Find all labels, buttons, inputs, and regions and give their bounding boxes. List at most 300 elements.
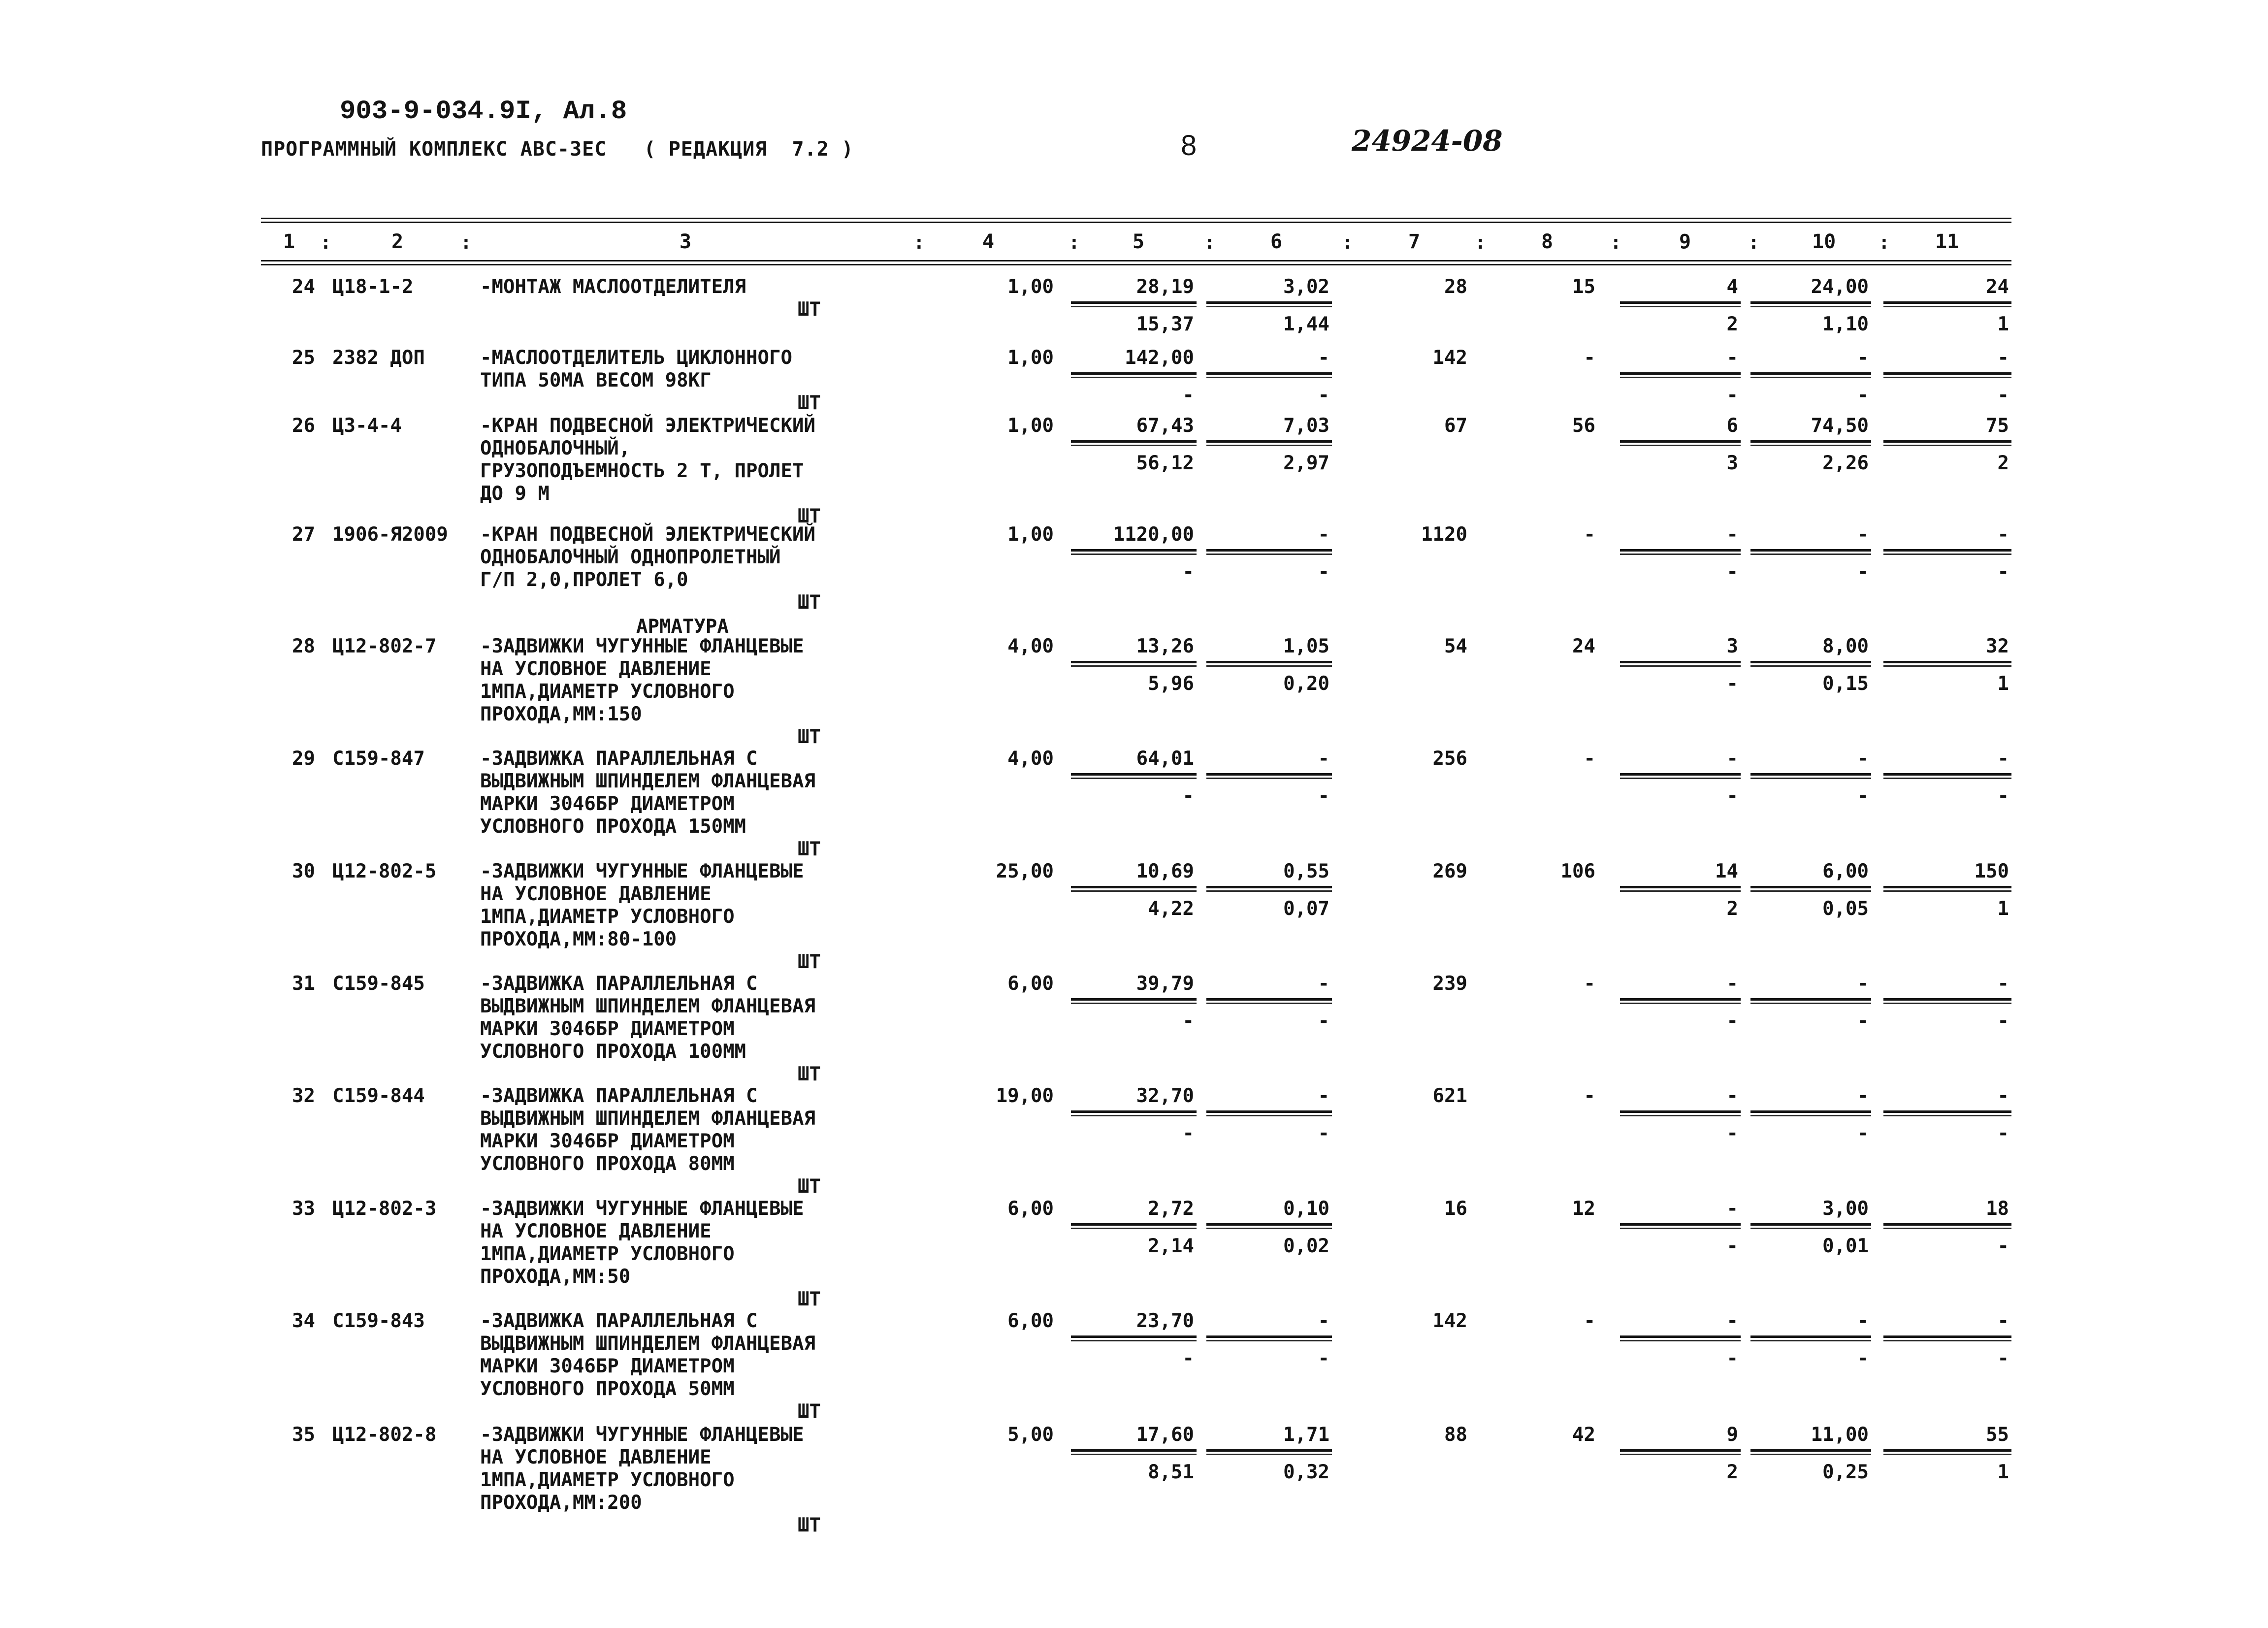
value-divider: [1620, 549, 1741, 552]
row-c6-upper: 1,05: [1283, 635, 1329, 657]
row-unit: ШТ: [798, 1288, 821, 1310]
value-divider: [1883, 301, 2011, 304]
row-number: 28: [292, 635, 315, 657]
row-code: Ц12-802-5: [332, 860, 437, 882]
row-quantity: 6,00: [1007, 973, 1054, 995]
value-divider: [1883, 1110, 2011, 1113]
row-c10-lower: 1,10: [1822, 313, 1869, 335]
row-description-line: -ЗАДВИЖКА ПАРАЛЛЕЛЬНАЯ С: [480, 748, 758, 770]
row-c9-lower: -: [1726, 1235, 1738, 1257]
row-col8: 24: [1572, 635, 1595, 657]
value-divider: [1883, 886, 2011, 888]
row-c9-lower: -: [1726, 785, 1738, 807]
row-code: С159-844: [332, 1085, 425, 1107]
row-unit: ШТ: [798, 505, 821, 527]
row-c5-upper: 2,72: [1148, 1198, 1194, 1220]
column-number: 5: [1133, 230, 1145, 253]
row-c6-lower: -: [1318, 1122, 1329, 1144]
row-quantity: 6,00: [1007, 1198, 1054, 1220]
row-description-line: ВЫДВИЖНЫМ ШПИНДЕЛЕМ ФЛАНЦЕВАЯ: [480, 1107, 815, 1130]
row-c9-lower: -: [1726, 384, 1738, 406]
row-description-line: ДО 9 М: [480, 483, 550, 505]
row-code: С159-843: [332, 1310, 425, 1332]
row-description-line: ВЫДВИЖНЫМ ШПИНДЕЛЕМ ФЛАНЦЕВАЯ: [480, 770, 815, 792]
row-number: 31: [292, 973, 315, 995]
row-c6-upper: -: [1318, 1085, 1329, 1107]
column-separator: :: [1879, 231, 1890, 253]
row-quantity: 4,00: [1007, 635, 1054, 657]
row-c6-lower: 0,02: [1283, 1235, 1329, 1257]
value-divider: [1883, 998, 2011, 1001]
value-divider: [1750, 549, 1871, 552]
program-title: [261, 138, 854, 161]
row-description-line: УСЛОВНОГО ПРОХОДА 80ММ: [480, 1153, 735, 1175]
row-code: 2382 ДОП: [332, 347, 425, 369]
row-c9-upper: -: [1726, 347, 1738, 369]
value-divider: [1071, 1110, 1197, 1113]
value-divider: [1206, 301, 1332, 304]
row-col7: 1120: [1421, 523, 1467, 546]
row-description-line: 1МПА,ДИАМЕТР УСЛОВНОГО: [480, 906, 735, 928]
column-separator: :: [1748, 231, 1759, 253]
row-col7: 16: [1444, 1198, 1467, 1220]
row-unit: ШТ: [798, 1175, 821, 1198]
value-divider: [1620, 440, 1741, 443]
row-description-line: ВЫДВИЖНЫМ ШПИНДЕЛЕМ ФЛАНЦЕВАЯ: [480, 1333, 815, 1355]
value-divider: [1071, 773, 1197, 776]
row-col8: 15: [1572, 276, 1595, 298]
row-col8: -: [1584, 748, 1595, 770]
value-divider: [1620, 661, 1741, 663]
row-quantity: 19,00: [996, 1085, 1054, 1107]
row-c11-upper: -: [1997, 1085, 2009, 1107]
table-header-rule: [261, 260, 2011, 261]
row-c9-upper: -: [1726, 1085, 1738, 1107]
value-divider: [1206, 1335, 1332, 1338]
column-number: 4: [982, 230, 995, 253]
row-c11-lower: -: [1997, 561, 2009, 583]
row-c9-lower: 2: [1726, 1461, 1738, 1483]
row-unit: ШТ: [798, 726, 821, 748]
row-c9-lower: 2: [1726, 313, 1738, 335]
row-description-line: ПРОХОДА,ММ:150: [480, 703, 642, 725]
row-description-line: -МОНТАЖ МАСЛООТДЕЛИТЕЛЯ: [480, 276, 746, 298]
column-number: 7: [1408, 230, 1421, 253]
edition-label: ( РЕДАКЦИЯ 7.2 ): [644, 138, 854, 161]
row-number: 33: [292, 1198, 315, 1220]
row-c11-upper: -: [1997, 1310, 2009, 1332]
row-c10-lower: -: [1857, 785, 1869, 807]
column-separator: :: [460, 231, 472, 253]
row-unit: ШТ: [798, 1400, 821, 1423]
row-c5-lower: 5,96: [1148, 673, 1194, 695]
row-quantity: 25,00: [996, 860, 1054, 882]
row-c11-lower: 1: [1997, 673, 2009, 695]
row-number: 27: [292, 523, 315, 546]
row-c5-upper: 1120,00: [1113, 523, 1194, 546]
value-divider: [1883, 661, 2011, 663]
document-code: 903-9-034.9I, Ал.8: [340, 97, 627, 127]
row-number: 26: [292, 415, 315, 437]
value-divider: [1206, 886, 1332, 888]
value-divider: [1071, 661, 1197, 663]
row-c6-upper: -: [1318, 347, 1329, 369]
row-c11-upper: 55: [1986, 1424, 2009, 1446]
row-c10-upper: -: [1857, 523, 1869, 546]
value-divider: [1620, 301, 1741, 304]
value-divider: [1883, 773, 2011, 776]
row-c11-lower: -: [1997, 1235, 2009, 1257]
row-c10-upper: 24,00: [1811, 276, 1869, 298]
column-number: 6: [1270, 230, 1283, 253]
row-description-line: -ЗАДВИЖКИ ЧУГУННЫЕ ФЛАНЦЕВЫЕ: [480, 1424, 804, 1446]
row-c10-upper: 11,00: [1811, 1424, 1869, 1446]
row-description-line: 1МПА,ДИАМЕТР УСЛОВНОГО: [480, 681, 735, 703]
row-col8: -: [1584, 347, 1595, 369]
column-number: 10: [1812, 230, 1836, 253]
row-c10-lower: 0,05: [1822, 898, 1869, 920]
row-c9-lower: -: [1726, 673, 1738, 695]
column-number: 3: [680, 230, 692, 253]
row-unit: ШТ: [798, 1514, 821, 1536]
row-code: С159-845: [332, 973, 425, 995]
row-quantity: 6,00: [1007, 1310, 1054, 1332]
row-c9-upper: 9: [1726, 1424, 1738, 1446]
row-c11-lower: 2: [1997, 452, 2009, 474]
column-number: 9: [1679, 230, 1691, 253]
row-c10-lower: 0,15: [1822, 673, 1869, 695]
row-c9-lower: -: [1726, 1347, 1738, 1369]
row-description-line: МАРКИ 3046БР ДИАМЕТРОМ: [480, 1130, 735, 1152]
row-c6-lower: -: [1318, 785, 1329, 807]
value-divider: [1750, 372, 1871, 375]
value-divider: [1071, 1223, 1197, 1226]
row-c5-lower: -: [1182, 1010, 1194, 1032]
column-separator: :: [1342, 231, 1353, 253]
row-description-line: НА УСЛОВНОЕ ДАВЛЕНИЕ: [480, 1220, 712, 1242]
row-col7: 142: [1432, 347, 1467, 369]
row-c5-upper: 10,69: [1136, 860, 1194, 882]
row-description-line: ВЫДВИЖНЫМ ШПИНДЕЛЕМ ФЛАНЦЕВАЯ: [480, 995, 815, 1017]
row-unit: ШТ: [798, 1063, 821, 1085]
row-col8: -: [1584, 973, 1595, 995]
handwritten-stamp: 24924-08: [1352, 124, 1503, 158]
row-description-line: -ЗАДВИЖКИ ЧУГУННЫЕ ФЛАНЦЕВЫЕ: [480, 860, 804, 882]
row-c11-lower: -: [1997, 785, 2009, 807]
row-c11-upper: 24: [1986, 276, 2009, 298]
value-divider: [1206, 998, 1332, 1001]
row-quantity: 1,00: [1007, 276, 1054, 298]
row-c6-upper: 7,03: [1283, 415, 1329, 437]
section-heading: АРМАТУРА: [636, 616, 729, 638]
row-c5-lower: -: [1182, 561, 1194, 583]
row-c9-upper: 6: [1726, 415, 1738, 437]
row-col8: 106: [1560, 860, 1595, 882]
row-description-line: МАРКИ 3046БР ДИАМЕТРОМ: [480, 1355, 735, 1377]
row-c6-lower: -: [1318, 384, 1329, 406]
value-divider: [1883, 1223, 2011, 1226]
row-c5-lower: 4,22: [1148, 898, 1194, 920]
row-description-line: -ЗАДВИЖКИ ЧУГУННЫЕ ФЛАНЦЕВЫЕ: [480, 635, 804, 657]
value-divider: [1883, 440, 2011, 443]
row-description-line: -ЗАДВИЖКИ ЧУГУННЫЕ ФЛАНЦЕВЫЕ: [480, 1198, 804, 1220]
row-c10-upper: -: [1857, 1310, 1869, 1332]
row-c10-upper: -: [1857, 748, 1869, 770]
row-c6-lower: 0,20: [1283, 673, 1329, 695]
row-description-line: МАРКИ 3046БР ДИАМЕТРОМ: [480, 793, 735, 815]
value-divider: [1206, 440, 1332, 443]
row-col7: 621: [1432, 1085, 1467, 1107]
row-c10-upper: 6,00: [1822, 860, 1869, 882]
value-divider: [1071, 1335, 1197, 1338]
row-col8: 42: [1572, 1424, 1595, 1446]
row-code: С159-847: [332, 748, 425, 770]
row-c10-lower: 0,01: [1822, 1235, 1869, 1257]
row-c11-upper: 75: [1986, 415, 2009, 437]
value-divider: [1206, 372, 1332, 375]
value-divider: [1750, 886, 1871, 888]
row-description-line: -ЗАДВИЖКА ПАРАЛЛЕЛЬНАЯ С: [480, 1085, 758, 1107]
row-c9-lower: -: [1726, 1122, 1738, 1144]
row-c5-lower: -: [1182, 785, 1194, 807]
row-description-line: НА УСЛОВНОЕ ДАВЛЕНИЕ: [480, 658, 712, 680]
value-divider: [1206, 549, 1332, 552]
table-top-rule: [261, 218, 2011, 219]
row-description-line: -ЗАДВИЖКА ПАРАЛЛЕЛЬНАЯ С: [480, 973, 758, 995]
value-divider: [1620, 1110, 1741, 1113]
column-number: 8: [1541, 230, 1554, 253]
row-c10-lower: -: [1857, 1010, 1869, 1032]
row-c11-lower: -: [1997, 384, 2009, 406]
row-c5-upper: 28,19: [1136, 276, 1194, 298]
row-c6-upper: -: [1318, 1310, 1329, 1332]
column-separator: :: [320, 231, 331, 253]
row-c6-lower: -: [1318, 1347, 1329, 1369]
value-divider: [1620, 998, 1741, 1001]
row-c5-upper: 142,00: [1125, 347, 1194, 369]
column-separator: :: [1610, 231, 1621, 253]
value-divider: [1883, 1449, 2011, 1452]
value-divider: [1883, 1335, 2011, 1338]
value-divider: [1206, 1223, 1332, 1226]
row-c11-upper: 150: [1974, 860, 2009, 882]
column-number: 1: [283, 230, 295, 253]
row-col8: -: [1584, 1085, 1595, 1107]
row-c9-upper: -: [1726, 1198, 1738, 1220]
row-unit: ШТ: [798, 951, 821, 973]
value-divider: [1206, 661, 1332, 663]
row-description-line: -МАСЛООТДЕЛИТЕЛЬ ЦИКЛОННОГО: [480, 347, 792, 369]
row-description-line: 1МПА,ДИАМЕТР УСЛОВНОГО: [480, 1243, 735, 1265]
row-c11-lower: 1: [1997, 1461, 2009, 1483]
row-c11-lower: -: [1997, 1347, 2009, 1369]
row-col7: 239: [1432, 973, 1467, 995]
row-c5-upper: 32,70: [1136, 1085, 1194, 1107]
row-c5-lower: 56,12: [1136, 452, 1194, 474]
row-c10-lower: -: [1857, 384, 1869, 406]
row-quantity: 5,00: [1007, 1424, 1054, 1446]
value-divider: [1750, 440, 1871, 443]
row-col7: 28: [1444, 276, 1467, 298]
row-c5-lower: 8,51: [1148, 1461, 1194, 1483]
row-description-line: ОДНОБАЛОЧНЫЙ,: [480, 437, 631, 459]
column-number: 2: [391, 230, 404, 253]
row-code: Ц12-802-3: [332, 1198, 437, 1220]
row-c6-lower: -: [1318, 561, 1329, 583]
row-description-line: УСЛОВНОГО ПРОХОДА 150ММ: [480, 815, 746, 838]
row-c5-upper: 67,43: [1136, 415, 1194, 437]
value-divider: [1071, 998, 1197, 1001]
value-divider: [1620, 1335, 1741, 1338]
row-code: Ц18-1-2: [332, 276, 414, 298]
row-unit: ШТ: [798, 298, 821, 321]
row-c10-lower: -: [1857, 561, 1869, 583]
row-code: Ц3-4-4: [332, 415, 402, 437]
row-c10-lower: -: [1857, 1122, 1869, 1144]
row-c5-lower: -: [1182, 1122, 1194, 1144]
row-col8: 12: [1572, 1198, 1595, 1220]
column-separator: :: [1069, 231, 1080, 253]
row-c11-upper: -: [1997, 973, 2009, 995]
row-description-line: 1МПА,ДИАМЕТР УСЛОВНОГО: [480, 1469, 735, 1491]
row-c11-lower: -: [1997, 1122, 2009, 1144]
row-c5-upper: 64,01: [1136, 748, 1194, 770]
row-number: 32: [292, 1085, 315, 1107]
row-unit: ШТ: [798, 392, 821, 414]
value-divider: [1206, 1449, 1332, 1452]
row-unit: ШТ: [798, 838, 821, 860]
row-c6-lower: 1,44: [1283, 313, 1329, 335]
value-divider: [1620, 1449, 1741, 1452]
row-c9-lower: 3: [1726, 452, 1738, 474]
value-divider: [1750, 1223, 1871, 1226]
row-c11-lower: 1: [1997, 313, 2009, 335]
row-col8: -: [1584, 1310, 1595, 1332]
row-number: 30: [292, 860, 315, 882]
row-code: 1906-Я2009: [332, 523, 448, 546]
row-c5-lower: -: [1182, 384, 1194, 406]
row-c10-upper: -: [1857, 347, 1869, 369]
value-divider: [1071, 886, 1197, 888]
value-divider: [1620, 886, 1741, 888]
column-separator: :: [1204, 231, 1215, 253]
row-c6-lower: 2,97: [1283, 452, 1329, 474]
row-description-line: ПРОХОДА,ММ:80-100: [480, 928, 677, 950]
value-divider: [1883, 549, 2011, 552]
value-divider: [1620, 773, 1741, 776]
row-c9-upper: 4: [1726, 276, 1738, 298]
row-description-line: ОДНОБАЛОЧНЫЙ ОДНОПРОЛЕТНЫЙ: [480, 546, 781, 568]
row-c6-upper: -: [1318, 973, 1329, 995]
row-col8: 56: [1572, 415, 1595, 437]
row-description-line: ПРОХОДА,ММ:50: [480, 1266, 631, 1288]
row-c6-lower: 0,32: [1283, 1461, 1329, 1483]
row-description-line: ТИПА 50МА ВЕСОМ 98КГ: [480, 369, 712, 391]
row-c6-upper: 0,55: [1283, 860, 1329, 882]
row-col7: 256: [1432, 748, 1467, 770]
value-divider: [1620, 1223, 1741, 1226]
row-c11-upper: 32: [1986, 635, 2009, 657]
row-c6-upper: -: [1318, 523, 1329, 546]
row-c11-lower: -: [1997, 1010, 2009, 1032]
column-separator: :: [913, 231, 925, 253]
row-description-line: НА УСЛОВНОЕ ДАВЛЕНИЕ: [480, 1446, 712, 1468]
row-description-line: ГРУЗОПОДЪЕМНОСТЬ 2 Т, ПРОЛЕТ: [480, 460, 804, 482]
row-col8: -: [1584, 523, 1595, 546]
row-col7: 88: [1444, 1424, 1467, 1446]
column-separator: :: [1475, 231, 1486, 253]
value-divider: [1750, 773, 1871, 776]
program-name: ПРОГРАММНЫЙ КОМПЛЕКС АВС-3ЕС: [261, 138, 607, 161]
row-number: 25: [292, 347, 315, 369]
value-divider: [1071, 301, 1197, 304]
row-description-line: УСЛОВНОГО ПРОХОДА 50ММ: [480, 1378, 735, 1400]
row-col7: 142: [1432, 1310, 1467, 1332]
row-c5-upper: 17,60: [1136, 1424, 1194, 1446]
row-c6-upper: -: [1318, 748, 1329, 770]
row-c6-lower: 0,07: [1283, 898, 1329, 920]
row-c9-lower: -: [1726, 1010, 1738, 1032]
value-divider: [1750, 1449, 1871, 1452]
row-c11-upper: -: [1997, 347, 2009, 369]
row-col7: 67: [1444, 415, 1467, 437]
row-c9-upper: -: [1726, 523, 1738, 546]
row-description-line: Г/П 2,0,ПРОЛЕТ 6,0: [480, 569, 688, 591]
row-number: 35: [292, 1424, 315, 1446]
row-c9-lower: -: [1726, 561, 1738, 583]
row-c9-upper: -: [1726, 973, 1738, 995]
value-divider: [1071, 440, 1197, 443]
row-c11-upper: -: [1997, 523, 2009, 546]
row-quantity: 1,00: [1007, 523, 1054, 546]
row-c6-upper: 0,10: [1283, 1198, 1329, 1220]
row-c10-upper: 8,00: [1822, 635, 1869, 657]
value-divider: [1750, 301, 1871, 304]
row-c9-upper: 3: [1726, 635, 1738, 657]
row-description-line: ПРОХОДА,ММ:200: [480, 1492, 642, 1514]
row-description-line: -ЗАДВИЖКА ПАРАЛЛЕЛЬНАЯ С: [480, 1310, 758, 1332]
value-divider: [1883, 372, 2011, 375]
row-code: Ц12-802-7: [332, 635, 437, 657]
row-c9-upper: -: [1726, 1310, 1738, 1332]
row-c5-upper: 39,79: [1136, 973, 1194, 995]
page-number: 8: [1181, 130, 1197, 162]
row-description-line: НА УСЛОВНОЕ ДАВЛЕНИЕ: [480, 883, 712, 905]
row-c10-lower: 2,26: [1822, 452, 1869, 474]
row-number: 29: [292, 748, 315, 770]
row-col7: 54: [1444, 635, 1467, 657]
row-unit: ШТ: [798, 591, 821, 614]
row-description-line: -КРАН ПОДВЕСНОЙ ЭЛЕКТРИЧЕСКИЙ: [480, 415, 815, 437]
row-c10-upper: 3,00: [1822, 1198, 1869, 1220]
row-quantity: 1,00: [1007, 415, 1054, 437]
row-c6-upper: 3,02: [1283, 276, 1329, 298]
value-divider: [1071, 549, 1197, 552]
row-c10-upper: 74,50: [1811, 415, 1869, 437]
row-description-line: -КРАН ПОДВЕСНОЙ ЭЛЕКТРИЧЕСКИЙ: [480, 523, 815, 546]
value-divider: [1206, 773, 1332, 776]
row-c5-upper: 13,26: [1136, 635, 1194, 657]
column-number: 11: [1935, 230, 1959, 253]
row-number: 24: [292, 276, 315, 298]
value-divider: [1071, 1449, 1197, 1452]
row-description-line: МАРКИ 3046БР ДИАМЕТРОМ: [480, 1018, 735, 1040]
row-description-line: УСЛОВНОГО ПРОХОДА 100ММ: [480, 1041, 746, 1063]
row-c9-lower: 2: [1726, 898, 1738, 920]
row-number: 34: [292, 1310, 315, 1332]
row-c6-upper: 1,71: [1283, 1424, 1329, 1446]
row-quantity: 1,00: [1007, 347, 1054, 369]
